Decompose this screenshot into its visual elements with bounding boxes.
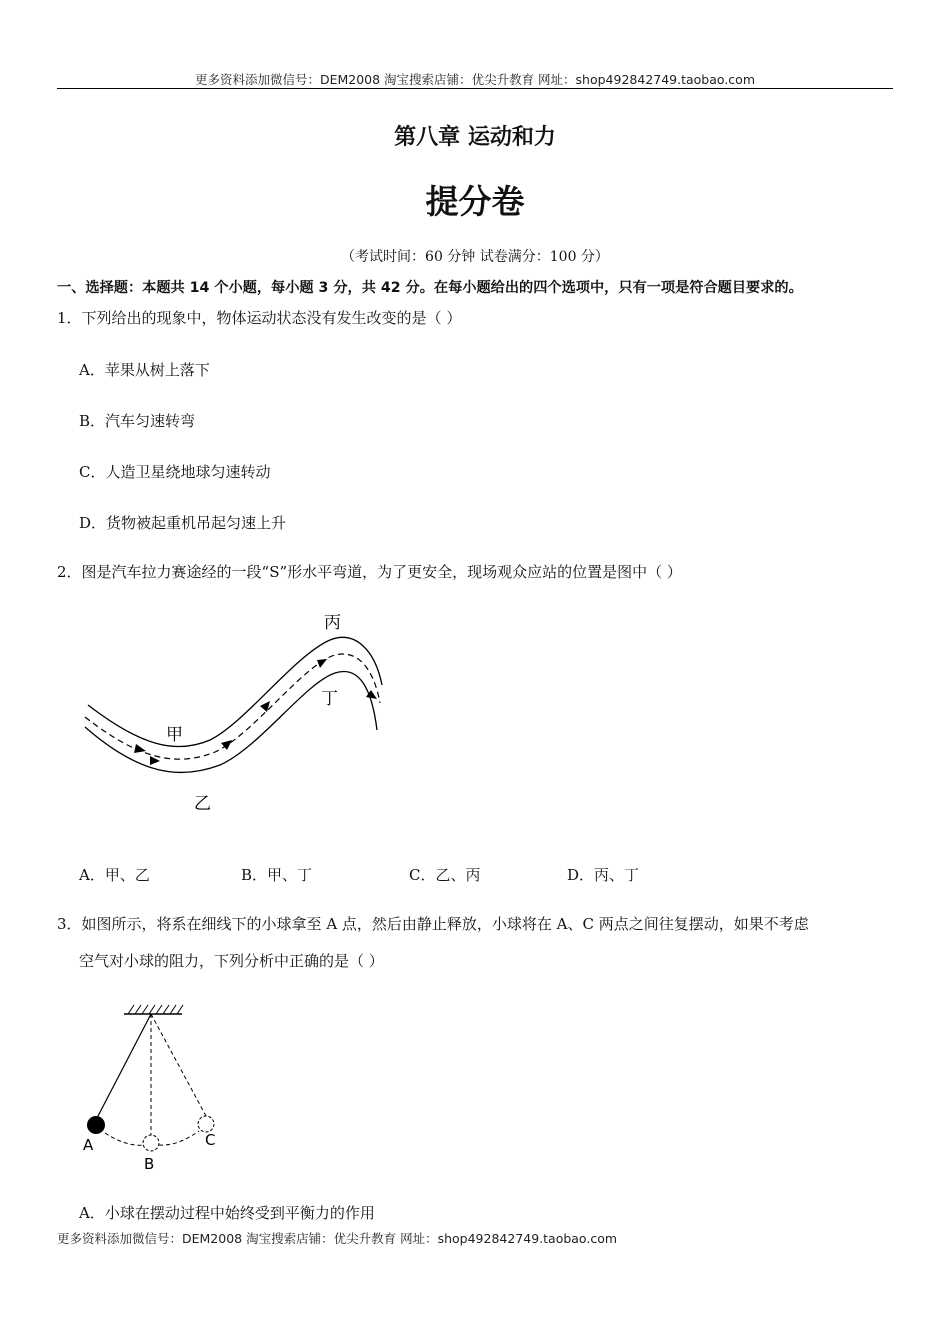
question-1-option-b: B．汽车匀速转弯 bbox=[79, 412, 196, 430]
ball-at-c bbox=[198, 1116, 214, 1132]
question-3-stem-line1: 3．如图所示，将系在细线下的小球拿至 A 点，然后由静止释放，小球将在 A、C 两点之间往复摆动，如果不考虑 bbox=[57, 915, 809, 933]
page-footer: 更多资料添加微信号：DEM2008 淘宝搜索店铺：优尖升教育 网址：shop492842749.taobao.com bbox=[57, 1231, 618, 1246]
question-1-stem: 1．下列给出的现象中，物体运动状态没有发生改变的是（ ） bbox=[57, 309, 462, 327]
label-jia: 甲 bbox=[166, 725, 183, 745]
question-2-stem: 2．图是汽车拉力赛途经的一段“S”形水平弯道，为了更安全，现场观众应站的位置是图中（ ） bbox=[57, 563, 682, 581]
question-3-option-a: A．小球在摆动过程中始终受到平衡力的作用 bbox=[79, 1204, 375, 1222]
ball-at-b bbox=[143, 1135, 159, 1151]
section-heading: 一、选择题：本题共 14 个小题，每小题 3 分，共 42 分。在每小题给出的四个选项中，只有一项是符合题目要求的。 bbox=[57, 280, 803, 296]
chapter-title: 第八章 运动和力 bbox=[394, 125, 556, 150]
paper-title: 提分卷 bbox=[425, 182, 525, 221]
swing-arc bbox=[105, 1133, 144, 1145]
question-2-option-b: B．甲、丁 bbox=[241, 866, 313, 884]
header-rule bbox=[57, 88, 893, 89]
direction-arrow bbox=[260, 701, 270, 712]
question-1-option-c: C．人造卫星绕地球匀速转动 bbox=[79, 463, 271, 481]
question-1-option-d: D．货物被起重机吊起匀速上升 bbox=[79, 514, 287, 532]
page-header: 更多资料添加微信号：DEM2008 淘宝搜索店铺：优尖升教育 网址：shop492842749.taobao.com bbox=[194, 72, 756, 87]
s-curve-road-figure bbox=[80, 605, 400, 820]
label-bing: 丙 bbox=[324, 613, 341, 633]
string-position-a bbox=[97, 1014, 151, 1118]
question-3-stem-line2: 空气对小球的阻力，下列分析中正确的是（ ） bbox=[79, 952, 384, 970]
ball-at-a bbox=[87, 1116, 105, 1134]
exam-info: （考试时间：60 分钟 试卷满分：100 分） bbox=[341, 249, 609, 265]
string-position-c bbox=[151, 1014, 206, 1116]
label-c: C bbox=[205, 1131, 216, 1149]
label-a: A bbox=[83, 1136, 94, 1154]
label-ding: 丁 bbox=[321, 689, 338, 709]
pendulum-figure bbox=[78, 1000, 238, 1180]
swing-arc bbox=[159, 1131, 199, 1145]
ceiling-hatching bbox=[128, 1005, 183, 1014]
direction-arrow bbox=[134, 744, 146, 753]
label-yi: 乙 bbox=[194, 794, 211, 814]
question-2-option-a: A．甲、乙 bbox=[79, 866, 150, 884]
label-b: B bbox=[144, 1155, 155, 1173]
question-1-option-a: A．苹果从树上落下 bbox=[79, 361, 210, 379]
direction-arrow bbox=[317, 659, 327, 668]
question-2-option-c: C．乙、丙 bbox=[409, 866, 481, 884]
road-inner-edge bbox=[85, 672, 377, 773]
question-2-option-d: D．丙、丁 bbox=[567, 866, 640, 884]
